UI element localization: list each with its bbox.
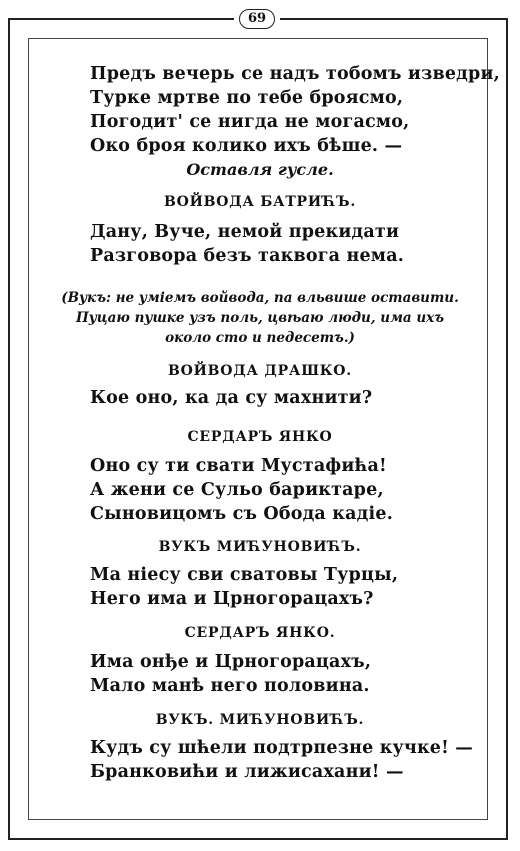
verse-line: Оно су ти свати Мустафића! — [90, 456, 387, 476]
stage-note-line: (Вукъ: не умiемъ войвода, па вльвише оставити. — [61, 290, 459, 306]
verse-line: А жени се Сульо бариктаре, — [90, 480, 384, 500]
speaker-name: ВУКЪ МИЋУНОВИЋЪ. — [158, 539, 362, 555]
verse-line: Мало манѣ него половина. — [90, 676, 370, 696]
speaker-name: СЕРДАРЪ ЯНКО — [187, 429, 333, 445]
speaker-name: ВУКЪ. МИЋУНОВИЋЪ. — [155, 712, 365, 728]
verse-line: Него има и Црногорацахъ? — [90, 589, 374, 609]
verse-line: Око броя колико ихъ бѣше. — — [90, 136, 403, 156]
verse-line: Бранковићи и лижисахани! — — [90, 762, 404, 782]
speaker-name: ВОЙВОДА БАТРИЋЪ. — [163, 194, 357, 210]
verse-line: Кудъ су шћели подтрпезне кучке! — — [90, 738, 473, 758]
stage-note-line: около сто и педесетъ.) — [165, 330, 355, 346]
speaker-name: СЕРДАРЪ ЯНКО. — [184, 625, 336, 641]
verse-line: Ма нiесу сви сватовы Турцы, — [90, 565, 399, 585]
verse-line: Разговора безъ таквога нема. — [90, 246, 405, 266]
page-number-text: 69 — [247, 11, 267, 26]
verse-line: Има онђе и Црногорацахъ, — [90, 652, 372, 672]
verse-line: Кое оно, ка да су махнити? — [90, 388, 373, 408]
speaker-name: ВОЙВОДА ДРАШКО. — [168, 363, 352, 379]
verse-line: Погодит' се нигда не могасмо, — [90, 112, 410, 132]
verse-line: Предъ вечерь се надъ тобомъ изведри, — [90, 64, 500, 84]
verse-line: Турке мртве по тебе броясмо, — [90, 88, 404, 108]
verse-line: Сыновицомъ съ Обода кадіе. — [90, 504, 393, 524]
stage-note-line: Пуцаю пушке узъ поль, цвѣаю люди, има ихъ — [75, 310, 445, 326]
verse-line: Дану, Вуче, немой прекидати — [90, 222, 400, 242]
stage-direction: Оставля гусле. — [186, 160, 334, 179]
